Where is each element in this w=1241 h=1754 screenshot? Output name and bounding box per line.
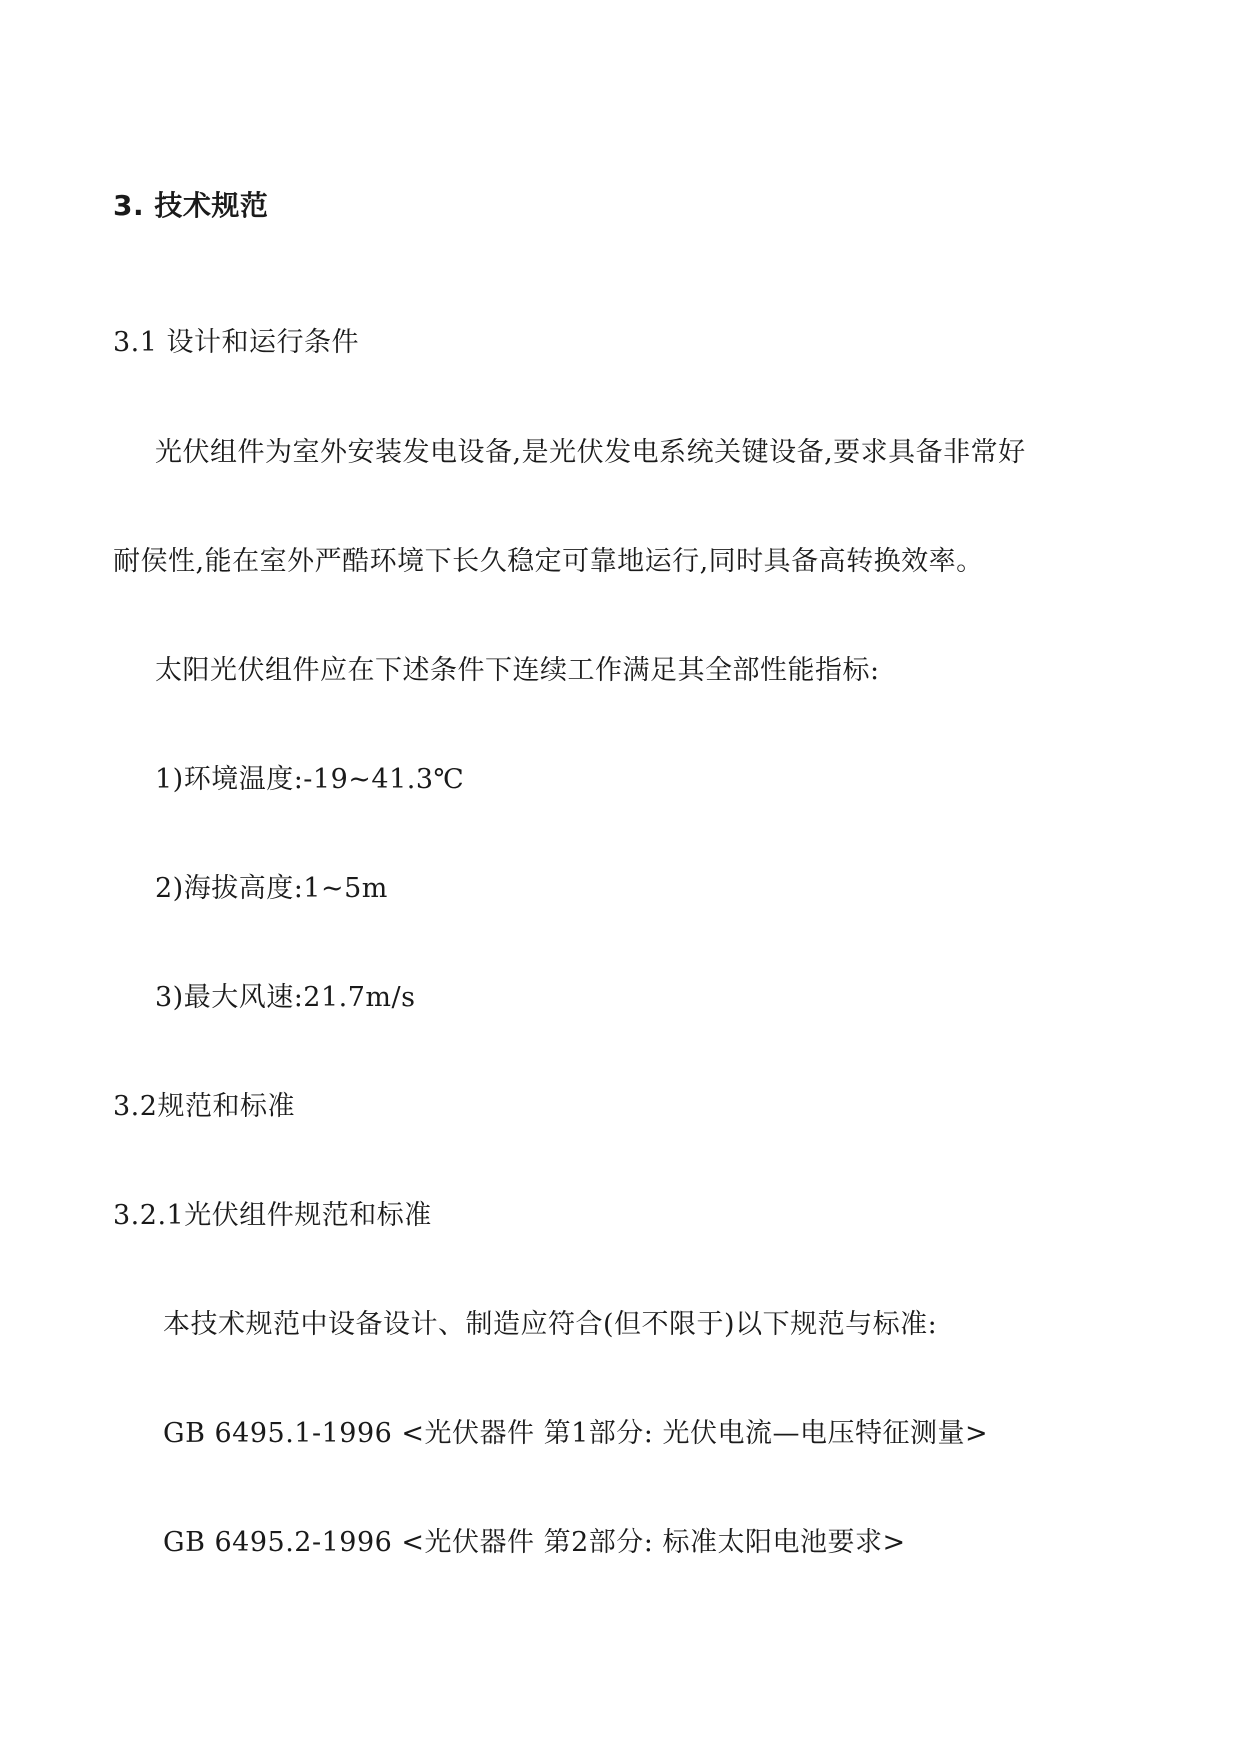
- list-item: 3)最大风速:21.7m/s: [155, 982, 416, 1013]
- standard-item: GB 6495.1-1996 <光伏器件 第1部分: 光伏电流—电压特征测量>: [163, 1418, 989, 1449]
- list-item: 1)环境温度:-19~41.3℃: [155, 764, 465, 795]
- section-title: 3. 技术规范: [113, 189, 269, 222]
- subsection-title-3-2-1: 3.2.1光伏组件规范和标准: [113, 1200, 432, 1231]
- paragraph-line: 耐侯性,能在室外严酷环境下长久稳定可靠地运行,同时具备高转换效率。: [113, 546, 984, 577]
- list-item: 2)海拔高度:1~5m: [155, 873, 388, 904]
- standard-item: GB 6495.2-1996 <光伏器件 第2部分: 标准太阳电池要求>: [163, 1527, 906, 1558]
- paragraph: 本技术规范中设备设计、制造应符合(但不限于)以下规范与标准:: [163, 1309, 938, 1340]
- paragraph-line: 光伏组件为室外安装发电设备,是光伏发电系统关键设备,要求具备非常好: [155, 437, 1026, 468]
- paragraph: 太阳光伏组件应在下述条件下连续工作满足其全部性能指标:: [155, 655, 880, 686]
- subsection-title-3-2: 3.2规范和标准: [113, 1091, 295, 1122]
- subsection-title-3-1: 3.1 设计和运行条件: [113, 327, 360, 358]
